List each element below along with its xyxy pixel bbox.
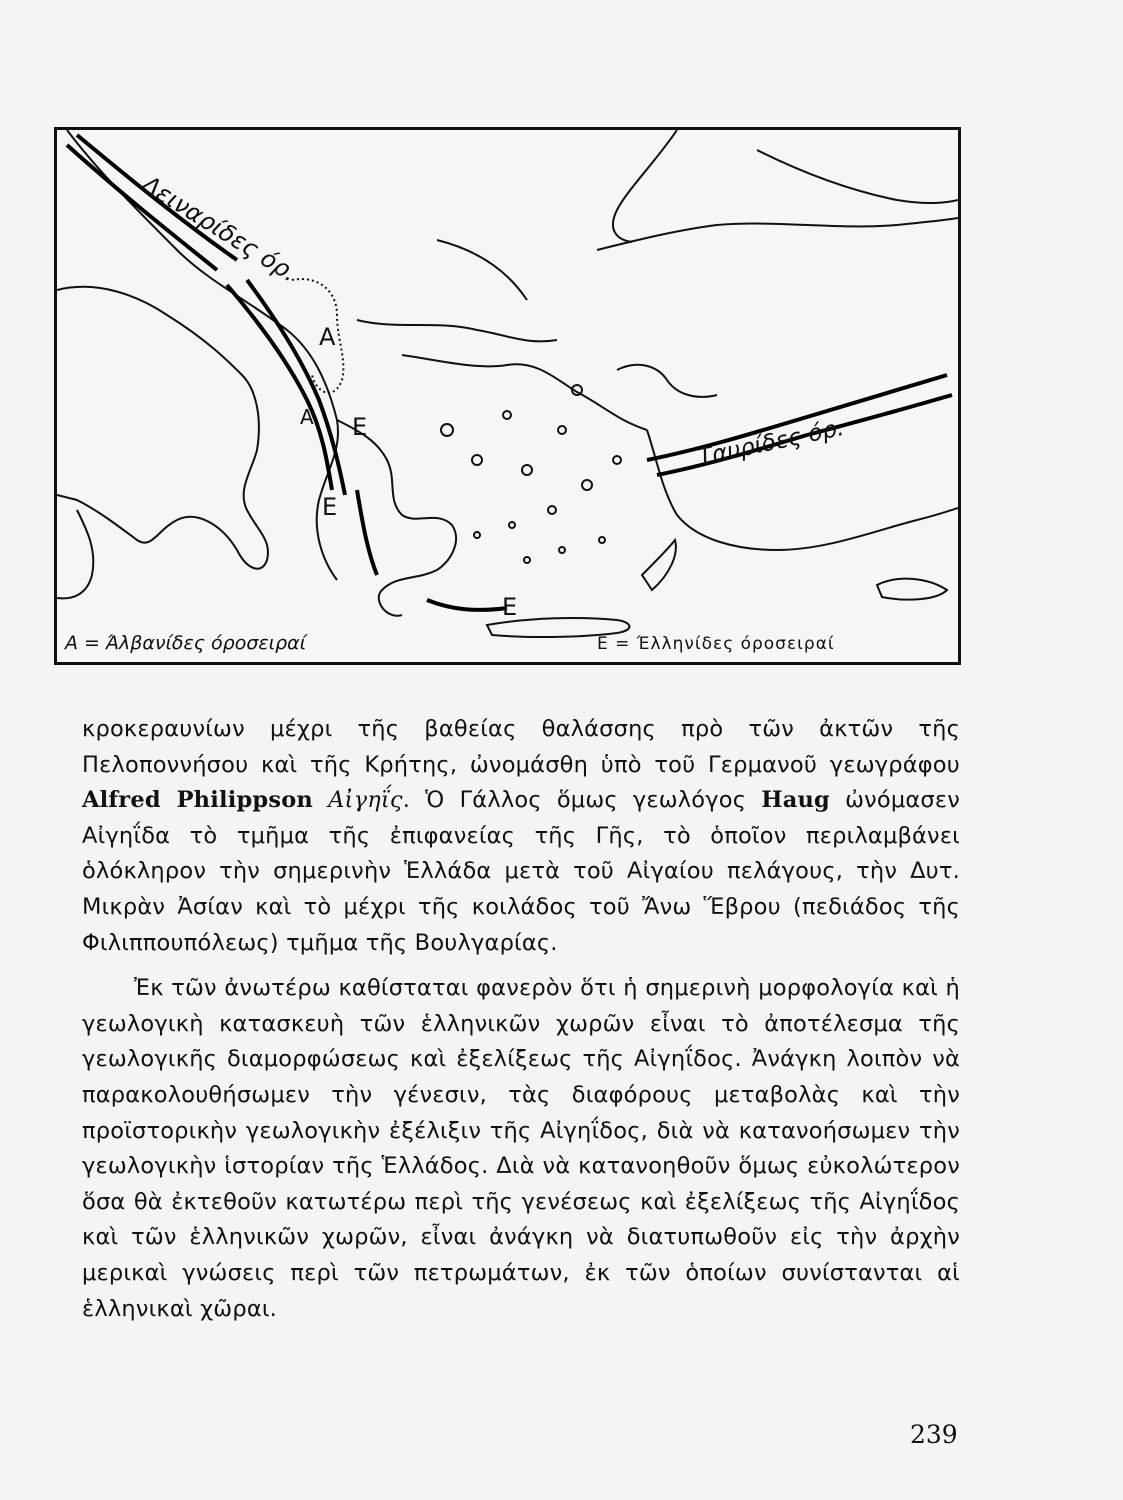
dinarides-label: Δειναρίδες όρ. (137, 170, 303, 288)
marker-e-1: Ε (352, 413, 368, 441)
legend-albanides: Α = Άλβανίδες όροσειραί (65, 632, 307, 654)
marker-a: Α (319, 323, 336, 351)
paragraph-2: Ἐκ τῶν ἀνωτέρω καθίσταται φανερὸν ὅτι ἡ σημερινὴ μορφολογία καὶ ἡ γεωλογικὴ κατασκευὴ τῶν ἑλληνικῶν χωρῶν εἶναι τὸ ἀποτέλεσμα τῆς γεωλογικῆς διαμορφώσεως καὶ ἐξελίξεως τῆς Αἰγηΐδος. Ἀνάγκη λοιπὸν νὰ παρακολουθήσωμεν τὴν γένεσιν, τὰς διαφόρους μεταβολὰς καὶ τὴν προϊστορικὴν γεωλογικὴν ἐξέλιξιν τῆς Αἰγηΐδος, διὰ νὰ κατανοήσωμεν τὴν γεωλογικὴν ἱστορίαν τῆς Ἑλλάδος. Διὰ νὰ κατανοηθοῦν ὅμως εὐκολώτερον ὅσα θὰ ἐκτεθοῦν κατωτέρω περὶ τῆς γενέσεως καὶ ἐξελίξεως τῆς Αἰγηΐδος καὶ τῶν ἑλληνικῶν χωρῶν, εἶναι ἀνάγκη νὰ διατυπωθοῦν εἰς τὴν ἀρχὴν μερικαὶ γνώσεις περὶ τῶν πετρωμάτων, ἐκ τῶν ὁποίων συνίστανται αἱ ἑλληνικαὶ χῶραι. (82, 975, 960, 1322)
body-text (82, 712, 960, 1327)
marker-e-2: Ε (322, 493, 338, 521)
taurides-label: Ταυρίδες όρ. (695, 414, 847, 472)
marker-e-3: Ε (502, 593, 518, 621)
marker-a-2: Α (300, 405, 314, 429)
name-haug: Haug (761, 787, 830, 814)
paragraph-1: κροκεραυνίων μέχρι τῆς βαθείας θαλάσσης πρὸ τῶν ἀκτῶν τῆς Πελοποννήσου καὶ τῆς Κρήτης, ὠνομάσθη ὑπὸ τοῦ Γερμανοῦ γεωγράφου Alfred Philippson Αἰγηΐς. Ὁ Γάλλος ὅμως γεωλόγος Haug ὠνόμασεν Αἰγηΐδα τὸ τμῆμα τῆς ἐπιφανείας τῆς Γῆς, τὸ ὁποῖον περιλαμβάνει ὁλόκληρον τὴν σημερινὴν Ἑλλάδα μετὰ τοῦ Αἰγαίου πελάγους, τὴν Δυτ. Μικρὰν Ἀσίαν καὶ τὸ μέχρι τῆς κοιλάδος τοῦ Ἄνω Ἕβρου (πεδιάδος τῆς Φιλιππουπόλεως) τμῆμα τῆς Βουλγαρίας. (82, 716, 961, 956)
term-aigeis: Αἰγηΐς (328, 787, 403, 814)
page-number: 239 (910, 1420, 958, 1449)
name-philippson: Alfred Philippson (82, 787, 313, 814)
legend-hellenides: Ε = Έλληνίδες όροσειραί (597, 634, 835, 654)
geological-map-figure (54, 127, 961, 665)
